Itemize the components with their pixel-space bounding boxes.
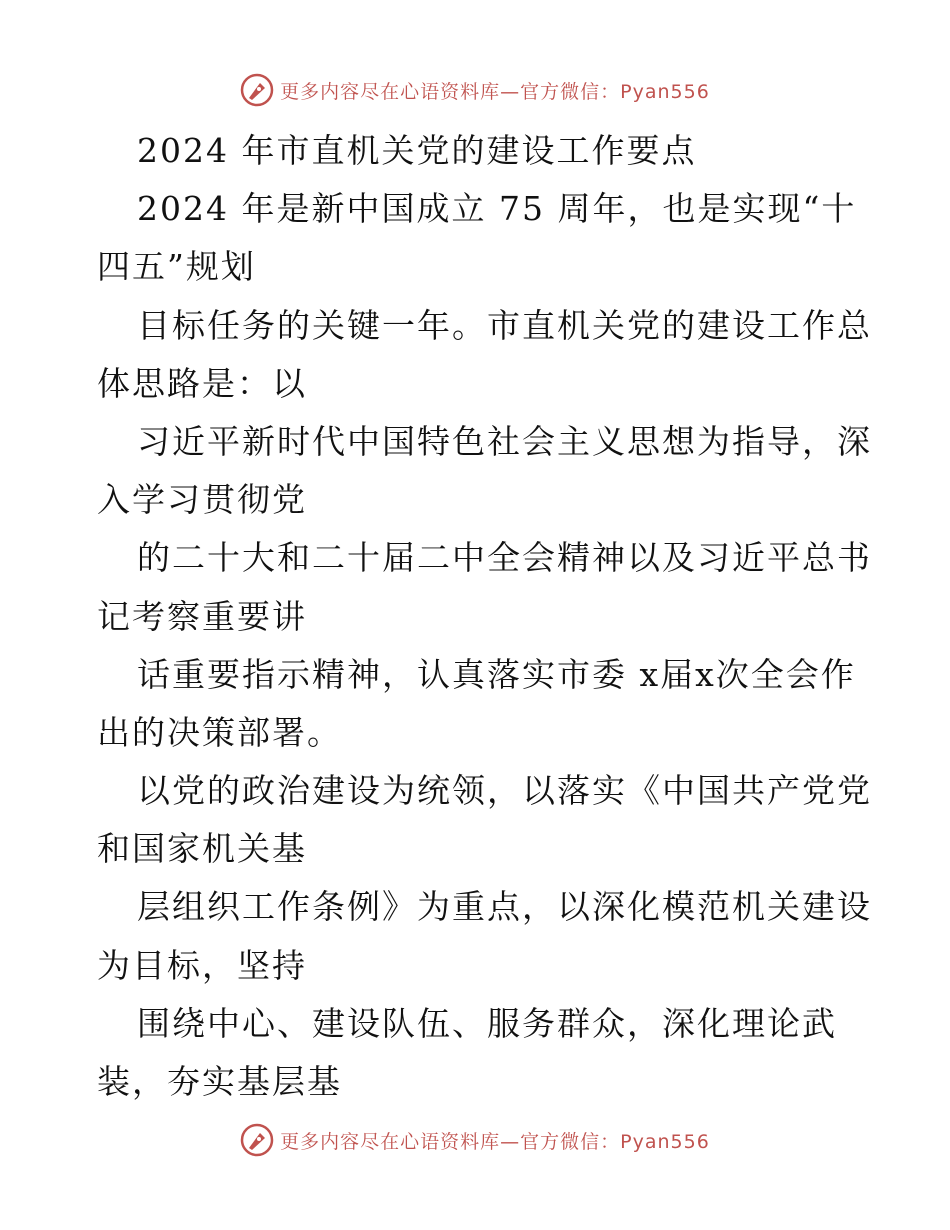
paragraph-line: 为目标，坚持 — [97, 945, 307, 985]
watermark-text: 更多内容尽在心语资料库—官方微信：Pyan556 — [280, 80, 710, 103]
document-body — [97, 122, 872, 1111]
paragraph-line: 装，夯实基层基 — [97, 1062, 342, 1101]
watermark-text: 更多内容尽在心语资料库—官方微信：Pyan556 — [280, 1130, 710, 1153]
footer-watermark-banner — [0, 1120, 950, 1160]
paragraph-line: 记考察重要讲 — [97, 596, 307, 636]
pen-nib-logo-icon — [240, 1123, 274, 1157]
paragraph-line: 话重要指示精神，认真落实市委 x届x次全会作 — [137, 654, 856, 694]
paragraph-line: 目标任务的关键一年。市直机关党的建设工作总 — [137, 305, 872, 345]
paragraph-line: 围绕中心、建设队伍、服务群众，深化理论武 — [137, 1003, 837, 1043]
paragraph-line: 入学习贯彻党 — [97, 480, 307, 520]
paragraph-line: 习近平新时代中国特色社会主义思想为指导，深 — [137, 421, 872, 461]
document-title: 2024 年市直机关党的建设工作要点 — [137, 131, 697, 170]
paragraph-line: 体思路是：以 — [97, 363, 307, 403]
pen-nib-logo-icon — [240, 73, 274, 107]
paragraph-line: 2024 年是新中国成立 75 周年，也是实现“十 — [137, 189, 857, 229]
paragraph-line: 和国家机关基 — [97, 829, 307, 869]
paragraph-line: 四五”规划 — [97, 247, 256, 287]
paragraph-line: 以党的政治建设为统领，以落实《中国共产党党 — [137, 771, 872, 811]
paragraph-line: 的二十大和二十届二中全会精神以及习近平总书 — [137, 538, 872, 578]
paragraph-line: 出的决策部署。 — [97, 712, 342, 752]
header-watermark-banner — [0, 70, 950, 110]
paragraph-line: 层组织工作条例》为重点，以深化模范机关建设 — [137, 887, 872, 927]
